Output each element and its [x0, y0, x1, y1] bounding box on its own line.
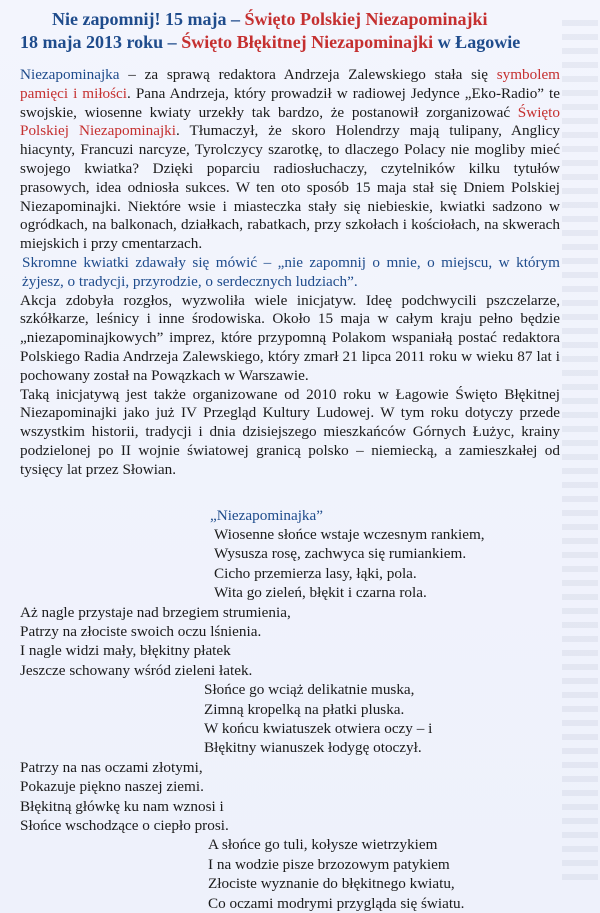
poem-line: Błękitny wianuszek łodygę otoczył.	[204, 739, 422, 757]
header-line-1-text: Nie zapomnij! 15 maja –	[52, 9, 245, 29]
poem-line: I nagle widzi mały, błękitny płatek	[20, 642, 231, 660]
poem-line: Wiosenne słońce wstaje wczesnym rankiem,	[214, 525, 485, 543]
paragraph-quote: Skromne kwiatki zdawały się mówić – „nie zapomnij o mnie, o miejscu, w którym żyjesz, o tradycji, przyrodzie, o serdecznych ludziach”.	[22, 253, 560, 290]
paragraph-1	[20, 66, 560, 254]
poem-line: Aż nagle przystaje nad brzegiem strumienia,	[20, 603, 291, 621]
poem-line: Jeszcze schowany wśród zieleni łatek.	[20, 661, 253, 679]
poem	[20, 506, 560, 913]
poem-line: Zimną kropelką na płatki pluska.	[204, 700, 405, 718]
poem-line: Słońce wschodzące o ciepło prosi.	[20, 817, 229, 835]
poem-line: Słońce go wciąż delikatnie muska,	[204, 681, 415, 699]
poem-line: Patrzy na złociste swoich oczu lśnienia.	[20, 622, 262, 640]
paragraph-1-text-b: . Pana Andrzeja, który prowadził w radiowej Jedynce „Eko-Radio” te swojskie, wiosenne kwiaty urzekły tak bardzo, że postanowił zorganizować	[20, 84, 560, 121]
poem-line: W końcu kwiatuszek otwiera oczy – i	[204, 720, 433, 737]
poem-line: Wysusza rosę, zachwyca się rumiankiem.	[214, 545, 467, 563]
header-line-2-accent: Święto Błękitnej Niezapominajki	[181, 32, 434, 52]
header-line-2	[20, 31, 560, 54]
paragraph-4: Taką inicjatywą jest także organizowane od 2010 roku w Łagowie Święto Błękitnej Niezapominajki jako już IV Przegląd Kultury Ludowej. W tym roku dotyczy przede wszystkim historii, tradycji i dnia dzisiejszego mieszkańców Górnych Łużyc, krainy podzielonej po II wojnie światowej granicą polsko – niemiecką, a zamieszkałej od tysięcy lat przez Słowian.	[20, 385, 560, 478]
poem-line: A słońce go tuli, kołysze wietrzykiem	[208, 836, 438, 854]
poem-line: Złociste wyznanie do błękitnego kwiatu,	[208, 875, 455, 893]
bleed-through-text	[562, 20, 598, 880]
header-line-1-accent: Święto Polskiej Niezapominajki	[244, 9, 488, 29]
poem-line: Błękitną główkę ku nam wznosi i	[20, 797, 224, 815]
paragraph-1-lead: Niezapominajka	[20, 66, 120, 83]
paragraph-1-highlight-2: Święto Polskiej Niezapominajki	[20, 103, 560, 140]
poem-line: Cicho przemierza lasy, łąki, pola.	[214, 564, 417, 582]
poem-title: „Niezapominajka”	[210, 506, 324, 524]
article	[20, 8, 560, 913]
paragraph-1-text-c: . Tłumaczył, że skoro Holendrzy mają tulipany, Anglicy hiacynty, Francuzi narcyze, Tyrolczycy szarotkę, to dlaczego Polacy nie mogliby mieć swojego kwiatka? Dzięki poparciu radiosłuchaczy, czytelników kilku tytułów prasowych, idea odniosła sukces. W ten oto sposób 15 maja stał się Dniem Polskiej Niezapominajki. Niektóre wsie i miasteczka stały się niebieskie, kwiatki sadzono w ogródkach, na balkonach, działkach, rabatkach, przy szkołach i kościołach, na skwerach miejskich i przy cmentarzach.	[20, 122, 560, 253]
poem-line: Wita go zieleń, błękit i czarna rola.	[214, 584, 427, 602]
paragraph-1-highlight-1: symbolem pamięci i miłości	[20, 66, 560, 102]
header-line-1	[52, 8, 560, 31]
poem-line: I na wodzie pisze brzozowym patykiem	[208, 855, 450, 873]
poem-line: Co oczami modrymi przygląda się światu.	[208, 894, 465, 912]
header-line-2-suffix: w Łagowie	[433, 32, 521, 52]
paragraph-1-text-a: – za sprawą redaktora Andrzeja Zalewskiego stała się	[119, 66, 497, 83]
poem-line: Patrzy na nas oczami złotymi,	[20, 758, 203, 776]
poem-line: Pokazuje piękno naszej ziemi.	[20, 778, 204, 796]
paragraph-3: Akcja zdobyła rozgłos, wyzwoliła wiele inicjatyw. Ideę podchwycili pszczelarze, szkółkarze, leśnicy i inne środowiska. Około 15 maja w całym kraju pełno będzie „niezapominajkowych” imprez, które przypomną Polakom wspaniałą postać redaktora Polskiego Radia Andrzeja Zalewskiego, który zmarł 21 lipca 2011 roku w wieku 87 lat i pochowany został na Powązkach w Warszawie.	[20, 291, 560, 384]
header-line-2-text: 18 maja 2013 roku –	[20, 32, 182, 52]
